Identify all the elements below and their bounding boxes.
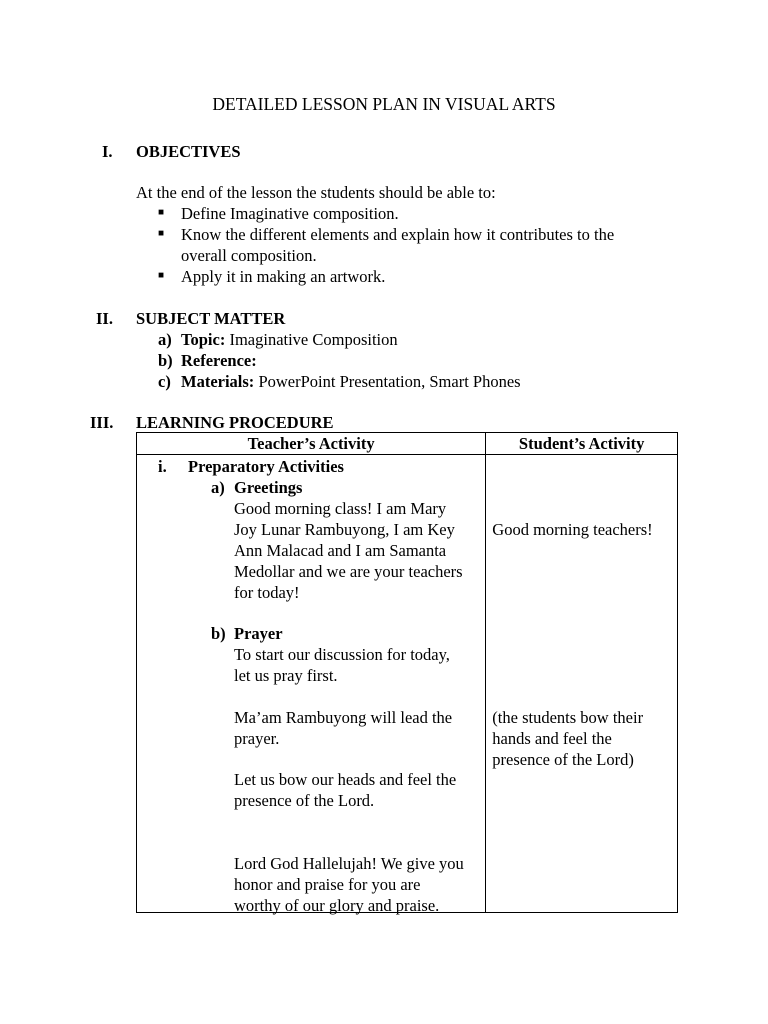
greetings-title: Greetings (234, 478, 303, 497)
prayer-text (234, 769, 456, 811)
subject-item-marker: a) (158, 330, 172, 349)
text-line: Good morning class! I am Mary (234, 499, 447, 518)
prayer-text (234, 707, 452, 749)
student-prayer (492, 707, 643, 770)
section-heading-subject-matter: SUBJECT MATTER (136, 309, 286, 328)
bullet-icon: ■ (158, 228, 165, 239)
text-line: To start our discussion for today, (234, 645, 450, 664)
text-line: for today! (234, 583, 300, 602)
objective-item: Know the different elements and explain how it contributes to the (181, 225, 615, 244)
part-title: Preparatory Activities (188, 457, 344, 476)
subject-item-label: Reference: (181, 351, 257, 370)
text-line: let us pray first. (234, 666, 338, 685)
prayer-text (234, 644, 450, 686)
column-header-teacher: Teacher’s Activity (137, 433, 486, 455)
text-line: Medollar and we are your teachers (234, 562, 463, 581)
subject-item-materials (181, 372, 521, 392)
subject-item-label: Topic: (181, 330, 226, 349)
section-number-subject-matter: II. (96, 309, 113, 328)
section-number-objectives: I. (102, 142, 113, 161)
table-header-row (137, 433, 678, 455)
text-line: Ann Malacad and I am Samanta (234, 541, 447, 560)
section-heading-objectives: OBJECTIVES (136, 142, 241, 161)
objective-item: Define Imaginative composition. (181, 204, 399, 223)
subject-item-reference (181, 351, 257, 371)
objectives-intro: At the end of the lesson the students should be able to: (136, 183, 496, 202)
bullet-icon: ■ (158, 270, 165, 281)
subject-item-value: PowerPoint Presentation, Smart Phones (254, 372, 521, 391)
text-line: presence of the Lord) (492, 750, 634, 769)
subject-item-marker: b) (158, 351, 173, 370)
prayer-marker: b) (211, 624, 226, 643)
objective-item: Apply it in making an artwork. (181, 267, 386, 286)
greetings-marker: a) (211, 478, 225, 497)
table-row (137, 455, 678, 913)
text-line: Ma’am Rambuyong will lead the (234, 708, 453, 727)
greetings-text (234, 498, 463, 603)
page-title: DETAILED LESSON PLAN IN VISUAL ARTS (212, 94, 556, 114)
text-line: Joy Lunar Rambuyong, I am Key (234, 520, 455, 539)
student-activity-cell (486, 455, 678, 913)
subject-item-marker: c) (158, 372, 171, 391)
text-line: prayer. (234, 729, 280, 748)
text-line: (the students bow their (492, 708, 644, 727)
subject-item-label: Materials: (181, 372, 255, 391)
text-line: honor and praise for you are (234, 875, 421, 894)
part-marker: i. (158, 457, 167, 476)
text-line: Let us bow our heads and feel the (234, 770, 457, 789)
text-line: Lord God Hallelujah! We give you (234, 854, 464, 873)
subject-item-value: Imaginative Composition (225, 330, 398, 349)
text-line: hands and feel the (492, 729, 612, 748)
section-number-procedure: III. (90, 413, 114, 432)
section-heading-procedure: LEARNING PROCEDURE (136, 413, 334, 432)
procedure-table (136, 432, 678, 913)
text-line: presence of the Lord. (234, 791, 375, 810)
subject-item-topic (181, 330, 398, 350)
bullet-icon: ■ (158, 207, 165, 218)
text-line: worthy of our glory and praise. (234, 896, 440, 915)
teacher-activity-cell (137, 455, 486, 913)
prayer-title: Prayer (234, 624, 283, 643)
column-header-student: Student’s Activity (486, 433, 678, 455)
objective-item-continuation: overall composition. (181, 246, 317, 265)
student-greeting: Good morning teachers! (492, 520, 653, 539)
prayer-text (234, 853, 464, 916)
